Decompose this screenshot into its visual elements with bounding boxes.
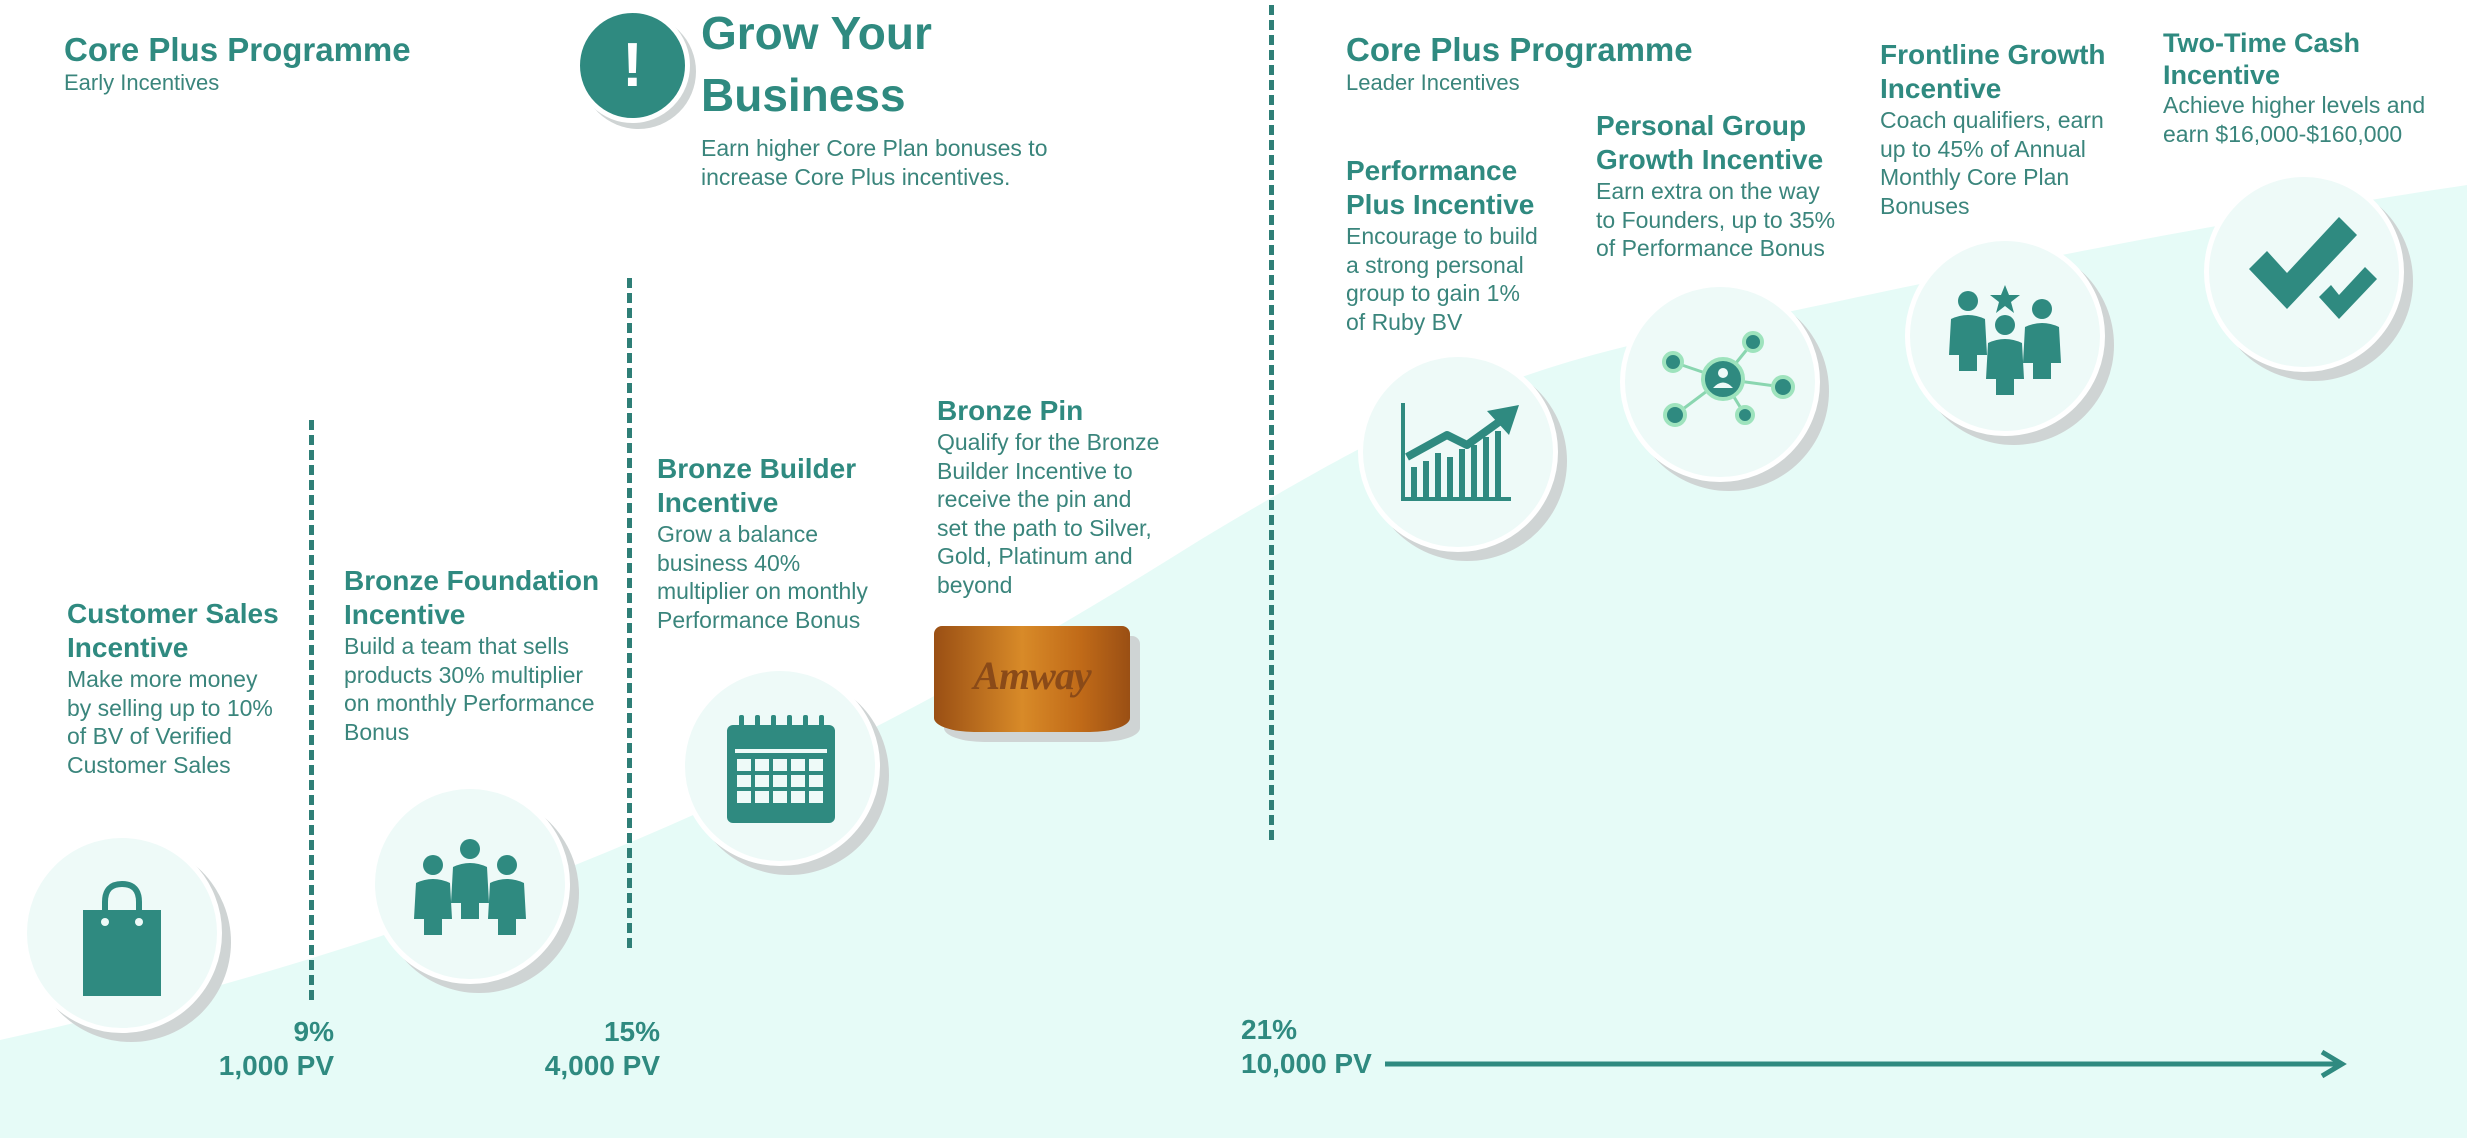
- incentive-desc: Gold, Platinum and: [937, 543, 1133, 569]
- bronze-pin-badge: [934, 626, 1130, 732]
- grow-title-line1: Grow Your: [701, 7, 932, 59]
- incentive-title: Two-Time Cash: [2163, 28, 2361, 58]
- incentive-desc: to Founders, up to 35%: [1596, 206, 1836, 233]
- incentive-desc: of Ruby BV: [1346, 308, 1463, 335]
- incentive-title: Incentive: [2163, 60, 2281, 90]
- incentive-desc: a strong personal: [1346, 251, 1524, 278]
- incentive-title: Plus Incentive: [1346, 189, 1535, 220]
- incentive-title: Customer Sales: [67, 598, 279, 629]
- incentive-title: Growth Incentive: [1596, 144, 1824, 175]
- incentive-desc: Coach qualifiers, earn: [1880, 107, 2104, 133]
- incentive-personal-group-growth: [1596, 109, 1835, 263]
- grow-title-line2: Business: [701, 69, 906, 121]
- incentive-title: Incentive: [1880, 73, 2002, 104]
- calendar-icon: [680, 666, 880, 866]
- incentive-desc: on monthly Performance: [344, 690, 595, 716]
- incentive-desc: Customer Sales: [67, 751, 231, 778]
- incentive-customer-sales: [67, 597, 279, 779]
- incentive-title: Frontline Growth: [1880, 39, 2106, 70]
- threshold-pv: 10,000 PV: [1241, 1048, 1372, 1079]
- incentive-desc: Qualify for the Bronze: [937, 429, 1160, 455]
- incentive-desc: business 40%: [657, 549, 801, 576]
- incentive-desc: group to gain 1%: [1346, 280, 1520, 306]
- incentive-desc: Bonus: [344, 718, 410, 745]
- incentive-frontline-growth: [1880, 38, 2106, 220]
- threshold-percent: 21%: [1241, 1014, 1298, 1045]
- incentive-desc: receive the pin and: [937, 486, 1132, 512]
- incentive-desc: of BV of Verified: [67, 723, 232, 749]
- incentive-desc: Monthly Core Plan: [1880, 164, 2070, 190]
- early-incentives-header: [64, 31, 411, 97]
- progress-arrow-icon: [1380, 1048, 2350, 1080]
- threshold-21: [1241, 1013, 1372, 1081]
- section-subtitle: Leader Incentives: [1346, 70, 1520, 95]
- incentive-title: Incentive: [67, 632, 189, 663]
- team-icon: [370, 784, 570, 984]
- divider-15-percent: [627, 278, 632, 948]
- grow-desc-line2: increase Core Plus incentives.: [701, 163, 1011, 190]
- incentive-desc: Build a team that sells: [344, 633, 570, 659]
- leader-incentives-header: [1346, 31, 1693, 97]
- incentive-desc: set the path to Silver,: [937, 514, 1152, 541]
- threshold-percent: 9%: [293, 1016, 334, 1047]
- incentive-bronze-foundation: [344, 564, 599, 746]
- divider-9-percent: [309, 420, 314, 1000]
- incentive-desc: Bonuses: [1880, 192, 1970, 219]
- incentive-title: Bronze Foundation: [344, 565, 600, 596]
- threshold-percent: 15%: [603, 1016, 660, 1047]
- incentive-title: Incentive: [344, 599, 466, 630]
- threshold-pv: 1,000 PV: [218, 1050, 334, 1081]
- incentive-title: Bronze Pin: [937, 395, 1084, 426]
- shopping-bag-icon: [22, 833, 222, 1033]
- incentive-desc: of Performance Bonus: [1596, 235, 1825, 261]
- incentive-desc: Builder Incentive to: [937, 457, 1133, 484]
- section-title: Core Plus Programme: [64, 31, 411, 68]
- incentive-title: Performance: [1346, 155, 1518, 186]
- growth-chart-icon: [1358, 352, 1558, 552]
- team-star-icon: [1905, 236, 2105, 436]
- incentive-desc: Performance Bonus: [657, 606, 861, 633]
- incentive-bronze-pin: [937, 394, 1159, 599]
- pin-logo-text: Amway: [973, 653, 1091, 698]
- incentive-desc: earn $16,000-$160,000: [2163, 120, 2403, 147]
- incentive-performance-plus: [1346, 154, 1538, 336]
- incentive-bronze-builder: [657, 452, 868, 634]
- incentive-desc: beyond: [937, 571, 1013, 598]
- incentive-title: Personal Group: [1596, 110, 1807, 141]
- threshold-15: [500, 1015, 660, 1083]
- incentive-desc: products 30% multiplier: [344, 661, 584, 688]
- incentive-desc: Grow a balance: [657, 521, 819, 547]
- grow-desc-line1: Earn higher Core Plan bonuses to: [701, 135, 1048, 161]
- incentive-desc: Encourage to build: [1346, 223, 1538, 249]
- divider-21-percent: [1269, 5, 1274, 840]
- grow-business-block: [701, 2, 1048, 191]
- incentive-desc: Earn extra on the way: [1596, 178, 1820, 204]
- incentive-desc: Make more money: [67, 666, 258, 692]
- incentive-title: Incentive: [657, 487, 779, 518]
- network-icon: [1620, 282, 1820, 482]
- incentive-desc: Achieve higher levels and: [2163, 92, 2426, 118]
- incentive-desc: by selling up to 10%: [67, 694, 273, 721]
- grow-exclamation-icon: !: [575, 8, 690, 123]
- section-subtitle: Early Incentives: [64, 70, 220, 95]
- threshold-pv: 4,000 PV: [544, 1050, 660, 1081]
- section-title: Core Plus Programme: [1346, 31, 1693, 68]
- incentive-title: Bronze Builder: [657, 453, 857, 484]
- incentive-two-time-cash: [2163, 27, 2425, 148]
- incentive-desc: multiplier on monthly: [657, 578, 868, 604]
- incentive-desc: up to 45% of Annual: [1880, 135, 2086, 162]
- double-check-icon: [2204, 172, 2404, 372]
- threshold-9: [180, 1015, 334, 1083]
